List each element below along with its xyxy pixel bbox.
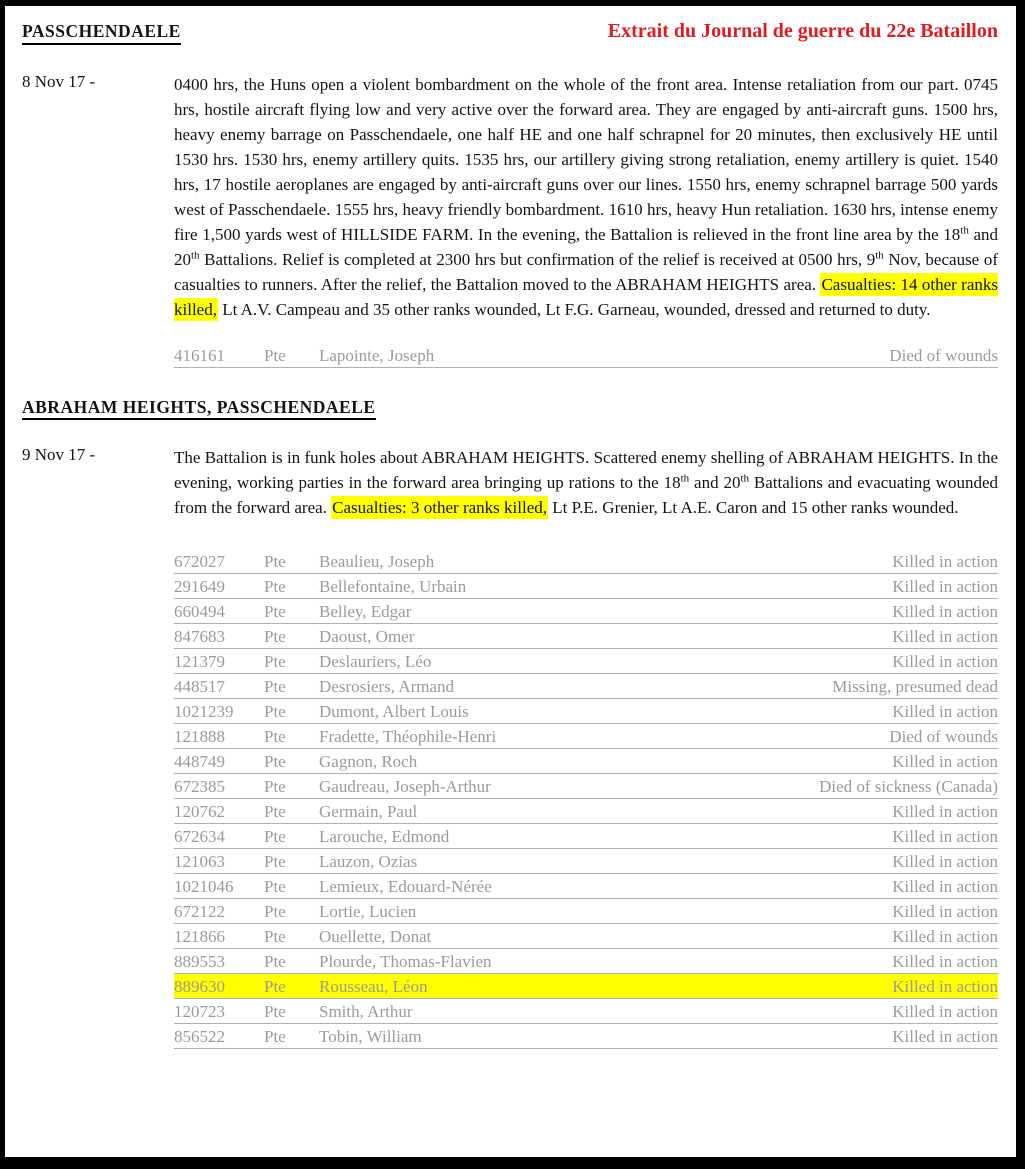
service-number: 672634 [174, 827, 225, 846]
service-number: 672385 [174, 777, 225, 796]
soldier-name: Lemieux, Edouard-Nérée [319, 877, 492, 896]
fate: Killed in action [892, 827, 998, 846]
service-number: 672122 [174, 902, 225, 921]
rank: Pte [264, 552, 286, 571]
entry-8-nov [22, 72, 998, 368]
casualty-row [174, 749, 998, 774]
fate: Killed in action [892, 927, 998, 946]
casualty-row [174, 999, 998, 1024]
fate: Killed in action [892, 902, 998, 921]
fate: Missing, presumed dead [832, 677, 998, 696]
page-header [22, 20, 998, 45]
service-number: 121063 [174, 852, 225, 871]
fate: Killed in action [892, 1002, 998, 1021]
casualty-row [174, 699, 998, 724]
soldier-name: Lauzon, Ozias [319, 852, 418, 871]
fate: Killed in action [892, 627, 998, 646]
rank: Pte [264, 1027, 286, 1046]
journal-source-title: Extrait du Journal de guerre du 22e Bataillon [607, 20, 998, 42]
entry-date: 9 Nov 17 - [22, 445, 96, 464]
casualty-row [174, 774, 998, 799]
rank: Pte [264, 802, 286, 821]
entry-text: 0400 hrs, the Huns open a violent bombardment on the whole of the front area. Intense retaliation from our part. 0745 hrs, hostile aircraft flying low and very active over the forward area. They are engaged by anti-aircraft guns. 1500 hrs, heavy enemy barrage on Passchendaele, one half HE and one half schrapnel for 20 minutes, then exclusively HE until 1530 hrs. 1530 hrs, enemy artillery quits. 1535 hrs, our artillery giving strong retaliation, enemy artillery is quiet. 1540 hrs, 17 hostile aeroplanes are engaged by anti-aircraft guns over our lines. 1550 hrs, enemy schrapnel barrage 500 yards west of Passchendaele. 1555 hrs, heavy friendly bombardment. 1610 hrs, heavy Hun retaliation. 1630 hrs, intense enemy fire 1,500 yards west of HILLSIDE FARM. In the evening, the Battalion is relieved in the front line area by the 18th and 20th Battalions. Relief is completed at 2300 hrs but confirmation of the relief is received at 0500 hrs, 9th Nov, because of casualties to runners. After the relief, the Battalion moved to the ABRAHAM HEIGHTS area. Casualties: 14 other ranks killed, Lt A.V. Campeau and 35 other ranks wounded, Lt F.G. Garneau, wounded, dressed and returned to duty. [174, 75, 999, 319]
fate: Killed in action [892, 652, 998, 671]
service-number: 448517 [174, 677, 225, 696]
service-number: 847683 [174, 627, 225, 646]
casualty-row [174, 799, 998, 824]
casualty-row [174, 899, 998, 924]
service-number: 291649 [174, 577, 225, 596]
rank: Pte [264, 977, 286, 996]
fate: Killed in action [892, 952, 998, 971]
casualty-row [174, 924, 998, 949]
fate: Killed in action [892, 1027, 998, 1046]
rank: Pte [264, 727, 286, 746]
rank: Pte [264, 827, 286, 846]
entry-date: 8 Nov 17 - [22, 72, 96, 91]
soldier-name: Fradette, Théophile-Henri [319, 727, 497, 746]
service-number: 416161 [174, 346, 225, 365]
service-number: 856522 [174, 1027, 225, 1046]
service-number: 120723 [174, 1002, 225, 1021]
soldier-name: Lapointe, Joseph [319, 346, 435, 365]
rank: Pte [264, 577, 286, 596]
casualty-row [174, 574, 998, 599]
service-number: 120762 [174, 802, 225, 821]
service-number: 121379 [174, 652, 225, 671]
rank: Pte [264, 652, 286, 671]
soldier-name: Dumont, Albert Louis [319, 702, 469, 721]
casualty-row [174, 343, 998, 368]
rank: Pte [264, 702, 286, 721]
soldier-name: Daoust, Omer [319, 627, 415, 646]
fate: Killed in action [892, 802, 998, 821]
rank: Pte [264, 927, 286, 946]
rank: Pte [264, 602, 286, 621]
rank: Pte [264, 902, 286, 921]
casualty-row [174, 824, 998, 849]
highlighted-text: Casualties: 3 other ranks killed, [332, 498, 547, 517]
casualty-row [174, 624, 998, 649]
soldier-name: Plourde, Thomas-Flavien [319, 952, 492, 971]
service-number: 121866 [174, 927, 225, 946]
service-number: 1021046 [174, 877, 234, 896]
soldier-name: Rousseau, Léon [319, 977, 428, 996]
entry-9-nov [22, 445, 998, 1049]
service-number: 889553 [174, 952, 225, 971]
casualty-row [174, 599, 998, 624]
fate: Killed in action [892, 877, 998, 896]
soldier-name: Smith, Arthur [319, 1002, 413, 1021]
rank: Pte [264, 952, 286, 971]
rank: Pte [264, 677, 286, 696]
entry-text: The Battalion is in funk holes about ABRAHAM HEIGHTS. Scattered enemy shelling of ABRAHAM HEIGHTS. In the evening, working parties in the forward area bringing up rations to the 18th and 20th Battalions and evacuating wounded from the forward area. Casualties: 3 other ranks killed, Lt P.E. Grenier, Lt A.E. Caron and 15 other ranks wounded. [174, 448, 998, 517]
fate: Killed in action [892, 752, 998, 771]
service-number: 889630 [174, 977, 225, 996]
casualty-row-highlighted [174, 974, 998, 999]
soldier-name: Ouellette, Donat [319, 927, 432, 946]
service-number: 121888 [174, 727, 225, 746]
soldier-name: Germain, Paul [319, 802, 418, 821]
fate: Killed in action [892, 702, 998, 721]
fate: Died of wounds [889, 346, 998, 365]
fate: Killed in action [892, 577, 998, 596]
soldier-name: Deslauriers, Léo [319, 652, 432, 671]
highlighted-text: Casualties: 14 other ranks killed, [174, 275, 998, 319]
fate: Killed in action [892, 552, 998, 571]
soldier-name: Larouche, Edmond [319, 827, 450, 846]
casualty-list [174, 549, 998, 1049]
service-number: 660494 [174, 602, 225, 621]
casualty-row [174, 849, 998, 874]
service-number: 1021239 [174, 702, 234, 721]
casualty-row [174, 674, 998, 699]
soldier-name: Tobin, William [319, 1027, 422, 1046]
soldier-name: Beaulieu, Joseph [319, 552, 435, 571]
soldier-name: Belley, Edgar [319, 602, 412, 621]
soldier-name: Bellefontaine, Urbain [319, 577, 467, 596]
service-number: 672027 [174, 552, 225, 571]
casualty-row [174, 649, 998, 674]
soldier-name: Lortie, Lucien [319, 902, 417, 921]
soldier-name: Desrosiers, Armand [319, 677, 455, 696]
section-title: ABRAHAM HEIGHTS, PASSCHENDAELE [22, 397, 998, 418]
service-number: 448749 [174, 752, 225, 771]
fate: Killed in action [892, 602, 998, 621]
fate: Killed in action [892, 852, 998, 871]
casualty-row [174, 874, 998, 899]
casualty-row [174, 724, 998, 749]
rank: Pte [264, 346, 286, 365]
fate: Died of wounds [889, 727, 998, 746]
casualty-list [174, 343, 998, 368]
casualty-row [174, 1024, 998, 1049]
rank: Pte [264, 777, 286, 796]
page-title: PASSCHENDAELE [22, 21, 181, 45]
rank: Pte [264, 877, 286, 896]
casualty-row [174, 549, 998, 574]
rank: Pte [264, 1002, 286, 1021]
rank: Pte [264, 627, 286, 646]
fate: Died of sickness (Canada) [819, 777, 998, 796]
soldier-name: Gagnon, Roch [319, 752, 418, 771]
soldier-name: Gaudreau, Joseph-Arthur [319, 777, 491, 796]
rank: Pte [264, 852, 286, 871]
casualty-row [174, 949, 998, 974]
rank: Pte [264, 752, 286, 771]
fate: Killed in action [892, 977, 998, 996]
